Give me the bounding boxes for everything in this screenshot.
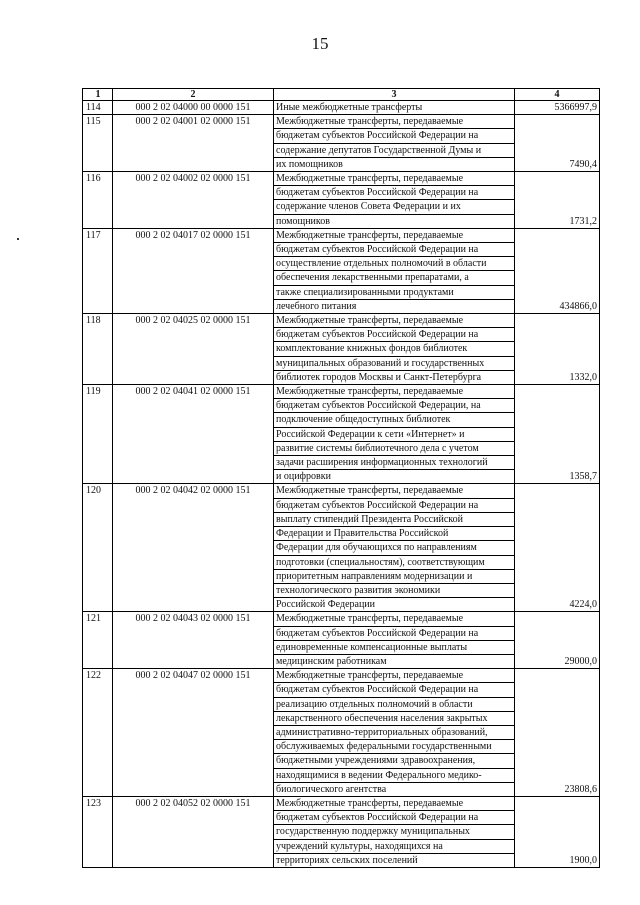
table-row <box>83 612 600 669</box>
header-col-3: 3 <box>274 89 515 101</box>
row-number: 120 <box>83 484 113 612</box>
table-row <box>83 228 600 313</box>
description-cell <box>274 484 515 612</box>
description-line: Межбюджетные трансферты, передаваемые <box>274 669 514 683</box>
description-line: развитие системы библиотечного дела с учетом <box>274 442 514 456</box>
amount: 23808,6 <box>515 669 600 797</box>
description-line: находящимися в ведении Федерального медико- <box>274 769 514 783</box>
description-line: библиотек городов Москвы и Санкт-Петербурга <box>276 371 482 383</box>
budget-code: 000 2 02 04042 02 0000 151 <box>113 484 274 612</box>
table-row <box>83 115 600 172</box>
margin-dot <box>17 238 19 240</box>
description-line: учреждений культуры, находящихся на <box>274 840 514 854</box>
amount: 434866,0 <box>515 228 600 313</box>
description-line: лекарственного обеспечения населения закрытых <box>274 712 514 726</box>
row-number: 119 <box>83 385 113 484</box>
description-line: бюджетам субъектов Российской Федерации на <box>274 186 514 200</box>
description-line: обслуживаемых федеральными государственными <box>274 740 514 754</box>
description-line: содержание депутатов Государственной Думы и <box>274 144 514 158</box>
row-number: 115 <box>83 115 113 172</box>
description-line: Российской Федерации к сети «Интернет» и <box>274 428 514 442</box>
row-number: 123 <box>83 796 113 867</box>
description-line: муниципальных образований и государственных <box>274 357 514 371</box>
description-line: бюджетам субъектов Российской Федерации на <box>274 499 514 513</box>
table-row <box>83 101 600 115</box>
description-line: бюджетам субъектов Российской Федерации на <box>274 811 514 825</box>
amount: 7490,4 <box>515 115 600 172</box>
description-line: помощников <box>276 215 330 227</box>
description-line: лечебного питания <box>276 300 357 312</box>
description-line: технологического развития экономики <box>274 584 514 598</box>
page-number: 15 <box>311 34 329 53</box>
description-line: содержание членов Совета Федерации и их <box>274 200 514 214</box>
description-line: Федерации для обучающихся по направлениям <box>274 541 514 555</box>
description-line: задачи расширения информационных технологий <box>274 456 514 470</box>
description-cell <box>274 115 515 172</box>
description-line: Межбюджетные трансферты, передаваемые <box>274 314 514 328</box>
description-line: Межбюджетные трансферты, передаваемые <box>274 797 514 811</box>
budget-code: 000 2 02 04047 02 0000 151 <box>113 669 274 797</box>
description-line: биологического агентства <box>276 783 387 795</box>
budget-code: 000 2 02 04041 02 0000 151 <box>113 385 274 484</box>
table-row <box>83 385 600 484</box>
amount: 1332,0 <box>515 314 600 385</box>
budget-code: 000 2 02 04001 02 0000 151 <box>113 115 274 172</box>
table-row <box>83 172 600 229</box>
header-col-1: 1 <box>83 89 113 101</box>
description-line: бюджетам субъектов Российской Федерации на <box>274 243 514 257</box>
table-row <box>83 484 600 612</box>
description-line: подключение общедоступных библиотек <box>274 413 514 427</box>
description-line: и оцифровки <box>276 471 331 483</box>
description-line: Российской Федерации <box>276 599 376 611</box>
description-line: государственную поддержку муниципальных <box>274 825 514 839</box>
description-cell <box>274 612 515 669</box>
budget-code: 000 2 02 04017 02 0000 151 <box>113 228 274 313</box>
row-number: 114 <box>83 101 113 115</box>
table-row <box>83 314 600 385</box>
row-number: 117 <box>83 228 113 313</box>
description-line: реализацию отдельных полномочий в области <box>274 698 514 712</box>
description-cell <box>274 228 515 313</box>
row-number: 116 <box>83 172 113 229</box>
description-line: подготовки (специальностям), соответствующим <box>274 556 514 570</box>
description-cell <box>274 796 515 867</box>
table-row <box>83 669 600 797</box>
description-line: Межбюджетные трансферты, передаваемые <box>274 115 514 129</box>
budget-code: 000 2 02 04052 02 0000 151 <box>113 796 274 867</box>
description-line: бюджетам субъектов Российской Федерации на <box>274 328 514 342</box>
description-cell <box>274 172 515 229</box>
table-row <box>83 796 600 867</box>
description-line: их помощников <box>276 158 343 170</box>
header-col-4: 4 <box>515 89 600 101</box>
description-line: территориях сельских поселений <box>276 854 418 866</box>
amount: 1731,2 <box>515 172 600 229</box>
amount: 29000,0 <box>515 612 600 669</box>
budget-code: 000 2 02 04025 02 0000 151 <box>113 314 274 385</box>
header-col-2: 2 <box>113 89 274 101</box>
amount: 1358,7 <box>515 385 600 484</box>
description-line: Межбюджетные трансферты, передаваемые <box>274 172 514 186</box>
row-number: 118 <box>83 314 113 385</box>
description-line: бюджетам субъектов Российской Федерации на <box>274 683 514 697</box>
description-line: выплату стипендий Президента Российской <box>274 513 514 527</box>
description-line: осуществление отдельных полномочий в области <box>274 257 514 271</box>
description-line: Межбюджетные трансферты, передаваемые <box>274 229 514 243</box>
header-row <box>83 89 600 101</box>
description-cell <box>274 101 515 115</box>
amount: 5366997,9 <box>515 101 600 115</box>
row-number: 121 <box>83 612 113 669</box>
budget-table <box>82 88 600 868</box>
description-line: единовременные компенсационные выплаты <box>274 641 514 655</box>
description-line: бюджетам субъектов Российской Федерации на <box>274 129 514 143</box>
description-cell <box>274 669 515 797</box>
description-line: бюджетам субъектов Российской Федерации, на <box>274 399 514 413</box>
amount: 1900,0 <box>515 796 600 867</box>
description-line: бюджетам субъектов Российской Федерации на <box>274 627 514 641</box>
description-line: административно-территориальных образований, <box>274 726 514 740</box>
description-line: Иные межбюджетные трансферты <box>276 102 423 113</box>
amount: 4224,0 <box>515 484 600 612</box>
description-line: бюджетными учреждениями здравоохранения, <box>274 754 514 768</box>
description-line: комплектование книжных фондов библиотек <box>274 342 514 356</box>
description-cell <box>274 385 515 484</box>
description-line: Федерации и Правительства Российской <box>274 527 514 541</box>
description-line: Межбюджетные трансферты, передаваемые <box>274 484 514 498</box>
description-line: медицинским работникам <box>276 655 387 667</box>
description-line: Межбюджетные трансферты, передаваемые <box>274 385 514 399</box>
budget-code: 000 2 02 04043 02 0000 151 <box>113 612 274 669</box>
row-number: 122 <box>83 669 113 797</box>
description-line: приоритетным направлениям модернизации и <box>274 570 514 584</box>
description-cell <box>274 314 515 385</box>
description-line: также специализированными продуктами <box>274 286 514 300</box>
description-line: Межбюджетные трансферты, передаваемые <box>274 612 514 626</box>
budget-code: 000 2 02 04000 00 0000 151 <box>113 101 274 115</box>
budget-code: 000 2 02 04002 02 0000 151 <box>113 172 274 229</box>
description-line: обеспечения лекарственными препаратами, а <box>274 271 514 285</box>
